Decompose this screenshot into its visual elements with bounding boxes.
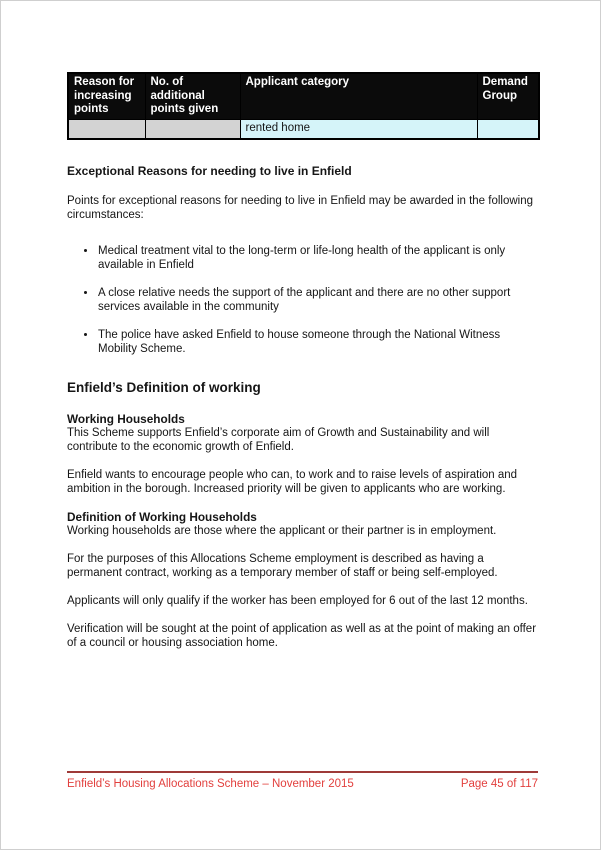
header-demand-group: Demand Group xyxy=(477,73,539,120)
encourage-paragraph: Enfield wants to encourage people who can, to work and to raise levels of aspiration and ambition in the borough. Increased priority will be given to applicants who are working. xyxy=(67,468,518,495)
cell-demand-group xyxy=(477,120,539,139)
bullet-medical-treatment: • Medical treatment vital to the long-term or life-long health of the applicant is only available in Enfield xyxy=(97,244,538,272)
footer-page-number: Page 45 of 117 xyxy=(460,778,538,790)
employment-description-paragraph: For the purposes of this Allocations Scheme employment is described as having a permanent contract, working as a temporary member of staff or being self-employed. xyxy=(67,552,498,579)
header-no-of-additional-points-given: No. of additional points given xyxy=(145,73,240,120)
cell-points xyxy=(145,120,240,139)
table-row xyxy=(68,120,539,139)
definition-working-households-subheading: Definition of Working Households xyxy=(67,509,257,524)
table-header-row xyxy=(68,73,539,120)
exceptional-bullet-list xyxy=(67,244,538,356)
working-households-subheading: Working Households xyxy=(67,411,185,426)
cell-applicant-category: rented home xyxy=(240,120,477,139)
header-applicant-category: Applicant category xyxy=(240,73,477,120)
working-households-paragraph: This Scheme supports Enfield’s corporate aim of Growth and Sustainability and will contribute to the economic growth of Enfield. xyxy=(67,426,490,453)
verification-paragraph: Verification will be sought at the point of application as well as at the point of making an offer of a council or housing association home. xyxy=(67,622,537,649)
points-table xyxy=(67,72,540,140)
bullet-police-witness: • The police have asked Enfield to house someone through the National Witness Mobility Scheme. xyxy=(97,328,538,356)
qualify-paragraph: Applicants will only qualify if the worker has been employed for 6 out of the last 12 months. xyxy=(67,594,528,607)
definition-working-households-paragraph: Working households are those where the applicant or their partner is in employment. xyxy=(67,524,497,537)
header-reason-for-increasing-points: Reason for increasing points xyxy=(68,73,145,120)
exceptional-intro-paragraph: Points for exceptional reasons for needing to live in Enfield may be awarded in the following circumstances: xyxy=(67,194,534,221)
cell-reason xyxy=(68,120,145,139)
bullet-close-relative: • A close relative needs the support of the applicant and there are no other support services available in the community xyxy=(97,286,538,314)
page-content xyxy=(67,72,538,664)
exceptional-reasons-heading: Exceptional Reasons for needing to live in Enfield xyxy=(67,163,352,178)
definition-of-working-heading: Enfield’s Definition of working xyxy=(67,379,261,395)
page-footer xyxy=(67,771,538,791)
footer-document-title: Enfield’s Housing Allocations Scheme – November 2015 xyxy=(67,778,354,790)
